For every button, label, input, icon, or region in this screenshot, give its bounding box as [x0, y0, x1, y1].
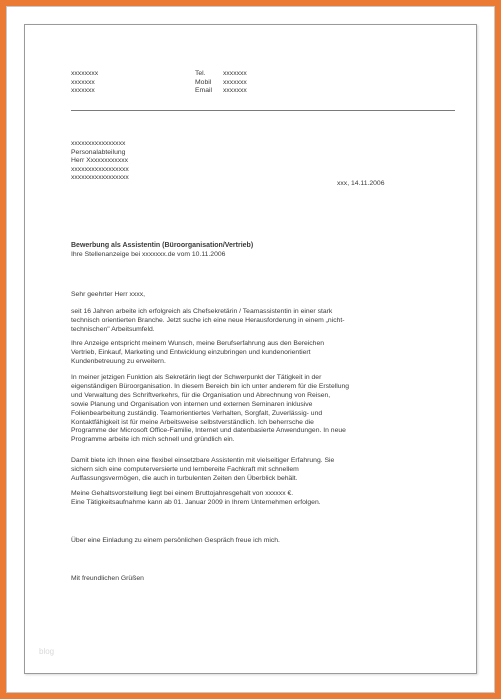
- paragraph-line: Auffassungsvermögen, die auch in turbulenten Zeiten den Überblick behält.: [71, 474, 298, 482]
- recipient-address: [71, 140, 129, 183]
- reference-line: Ihre Stellenanzeige bei xxxxxxx.de vom 10.11.2006: [71, 251, 226, 258]
- paragraph-line: Folienbearbeitung zuständig. Teamorientiertes Verhalten, Sorgfalt, Zuverlässig- und: [71, 409, 323, 417]
- salutation: Sehr geehrter Herr xxxx,: [71, 291, 146, 298]
- paragraph-line: und Verwaltung des Schriftverkehrs, für die Organisation und Abrechnung von Reisen,: [71, 391, 331, 399]
- paragraph-line: sowie Planung und Organisation von internen und externen Seminaren inklusive: [71, 400, 313, 408]
- contact-value: xxxxxxx: [223, 87, 247, 95]
- paragraph-line: eigenständigen Büroorganisation. In diesem Bereich bin ich unter anderem für die Erstellung: [71, 382, 350, 390]
- paragraph-line: sichern sich eine computerversierte und lernbereite Fachkraft mit schnellem: [71, 465, 299, 473]
- letter-date: xxx, 14.11.2006: [337, 180, 385, 187]
- header-divider: [71, 110, 455, 111]
- paragraph-line: Kontaktfähigkeit ist für meine Arbeitsweise selbstverständlich. Ich beherrsche die: [71, 418, 314, 426]
- contact-value: xxxxxxx: [223, 70, 247, 77]
- sender-address: [71, 70, 98, 96]
- subject-line: Bewerbung als Assistentin (Büroorganisation/Vertrieb): [71, 242, 254, 249]
- complimentary-close: Mit freundlichen Grüßen: [71, 575, 144, 582]
- body-paragraph: [71, 457, 455, 484]
- sender-line: xxxxxxxx: [71, 70, 99, 77]
- contact-labels: [195, 70, 212, 96]
- closing-sentence: Über eine Einladung zu einem persönlichen Gespräch freue ich mich.: [71, 537, 280, 544]
- paragraph-line: Damit biete ich Ihnen eine flexibel einsetzbare Assistentin mit vielseitiger Erfahrung. Sie: [71, 457, 335, 464]
- contact-label: Mobil: [195, 78, 212, 86]
- paragraph-line: Ihre Anzeige entspricht meinem Wunsch, meine Berufserfahrung aus den Bereichen: [71, 340, 325, 347]
- paragraph-line: seit 16 Jahren arbeite ich erfolgreich als Chefsekretärin / Teamassistentin in einer stark: [71, 308, 333, 315]
- sender-line: xxxxxxx: [71, 87, 95, 95]
- recipient-line: Herr Xxxxxxxxxxxx: [71, 157, 129, 165]
- paragraph-line: In meiner jetzigen Funktion als Sekretärin liegt der Schwerpunkt der Tätigkeit in der: [71, 374, 322, 381]
- paragraph-line: Programme arbeite ich mich schnell und gründlich ein.: [71, 436, 235, 444]
- paragraph-line: Meine Gehaltsvorstellung liegt bei einem Bruttojahresgehalt von xxxxxx €.: [71, 490, 294, 497]
- recipient-line: xxxxxxxxxxxxxxxx: [71, 140, 126, 147]
- contact-values: [223, 70, 247, 96]
- contact-value: xxxxxxx: [223, 78, 247, 86]
- paragraph-line: technischen" Arbeitsumfeld.: [71, 325, 155, 333]
- body-paragraph: [71, 308, 455, 335]
- contact-label: Email: [195, 87, 212, 95]
- paragraph-line: Vertrieb, Einkauf, Marketing und Entwicklung einzubringen und kundenorientiert: [71, 348, 311, 356]
- sender-line: xxxxxxx: [71, 78, 95, 86]
- contact-label: Tel.: [195, 70, 206, 77]
- body-paragraph: [71, 490, 455, 508]
- paragraph-line: Programme der Microsoft Office-Familie, Internet und datenbasierte Anwendungen. In neue: [71, 427, 346, 435]
- body-paragraph: [71, 374, 455, 445]
- letter-page: [24, 24, 477, 674]
- paragraph-line: Eine Tätigkeitsaufnahme kann ab 01. Januar 2009 in Ihrem Unternehmen erfolgen.: [71, 498, 321, 506]
- watermark: blog: [39, 647, 55, 656]
- recipient-line: Personalabteilung: [71, 148, 126, 156]
- paragraph-line: Kundenbetreuung zu erweitern.: [71, 357, 166, 365]
- paragraph-line: technisch orientierten Branche. Jetzt suche ich eine neue Herausforderung in einem „nicht-: [71, 316, 345, 324]
- recipient-line: xxxxxxxxxxxxxxxxx: [71, 174, 129, 182]
- recipient-line: xxxxxxxxxxxxxxxxx: [71, 165, 129, 173]
- body-paragraph: [71, 340, 455, 367]
